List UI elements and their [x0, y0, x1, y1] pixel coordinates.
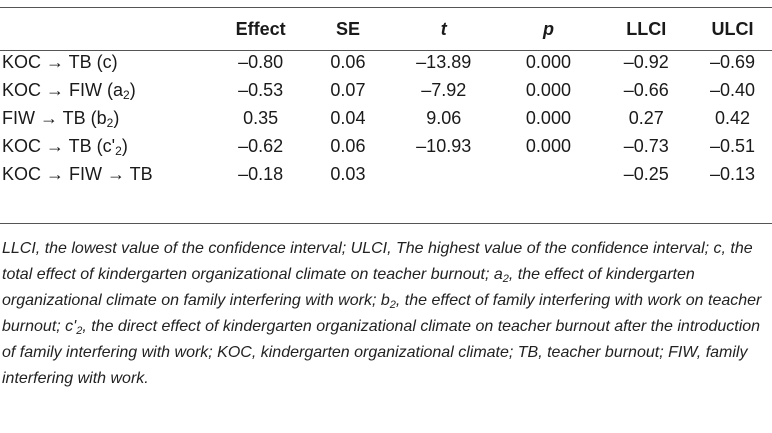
column-header-p: p: [542, 18, 554, 39]
table-footnote: LLCI, the lowest value of the confidence interval; ULCI, The highest value of the confidence interval; c, the total effect of kindergarten organizational climate on teacher burnout; $a_2$, the effect of kindergarten organizational climate on family interfering with work; $b_2$, the effect of family interfering with work on teacher burnout; $c'_2$, the direct effect of kindergarten organizational climate on teacher burnout after the introduction of family interfering with work; KOC, kindergarten organizational climate; TB, teacher burnout; FIW, family interfering with work.: [2, 240, 762, 387]
path-label: FIW → TB $(b_2)$: [2, 107, 120, 130]
bottom-rule: [0, 223, 772, 224]
path-label: KOC → TB (c): [2, 51, 118, 72]
llci-cell: –0.25: [623, 163, 669, 184]
p-cell: [498, 160, 600, 188]
ulci-cell: –0.69: [710, 51, 756, 72]
column-header-path: [0, 10, 215, 48]
llci-cell: –0.92: [623, 51, 669, 72]
t-cell: –13.89: [416, 51, 472, 72]
column-header-ulci: ULCI: [711, 18, 754, 39]
se-cell: 0.06: [330, 51, 366, 72]
p-cell: 0.000: [525, 51, 571, 72]
header-row: [0, 10, 772, 48]
t-cell: –7.92: [421, 79, 467, 100]
se-cell: 0.04: [330, 107, 366, 128]
ulci-cell: –0.51: [710, 135, 756, 156]
p-cell: 0.000: [525, 135, 571, 156]
llci-cell: 0.27: [628, 107, 664, 128]
t-cell: 9.06: [426, 107, 462, 128]
table-row: [0, 48, 772, 76]
path-label: KOC → FIW → TB: [2, 163, 153, 184]
llci-cell: –0.66: [623, 79, 669, 100]
path-label: KOC → TB $(c'_2)$: [2, 135, 128, 158]
t-cell: [390, 160, 498, 188]
ulci-cell: –0.13: [710, 163, 756, 184]
column-header-se: SE: [335, 18, 360, 39]
t-cell: –10.93: [416, 135, 472, 156]
se-cell: 0.07: [330, 79, 366, 100]
ulci-cell: 0.42: [715, 107, 751, 128]
effect-cell: –0.62: [238, 135, 284, 156]
se-cell: 0.06: [330, 135, 366, 156]
column-header-effect: Effect: [235, 18, 286, 39]
p-cell: 0.000: [525, 107, 571, 128]
column-header-t: t: [440, 18, 447, 39]
table-row: [0, 160, 772, 188]
p-cell: 0.000: [525, 79, 571, 100]
table-row: [0, 104, 772, 132]
effect-cell: –0.18: [238, 163, 284, 184]
table-row: [0, 132, 772, 160]
ulci-cell: –0.40: [710, 79, 756, 100]
se-cell: 0.03: [330, 163, 366, 184]
llci-cell: –0.73: [623, 135, 669, 156]
column-header-llci: LLCI: [626, 18, 667, 39]
effect-cell: 0.35: [243, 107, 279, 128]
results-table: [0, 10, 772, 188]
top-rule: [0, 7, 772, 8]
effect-cell: –0.53: [238, 79, 284, 100]
path-label: KOC → FIW $(a_2)$: [2, 79, 136, 102]
effect-cell: –0.80: [238, 51, 284, 72]
table-row: [0, 76, 772, 104]
